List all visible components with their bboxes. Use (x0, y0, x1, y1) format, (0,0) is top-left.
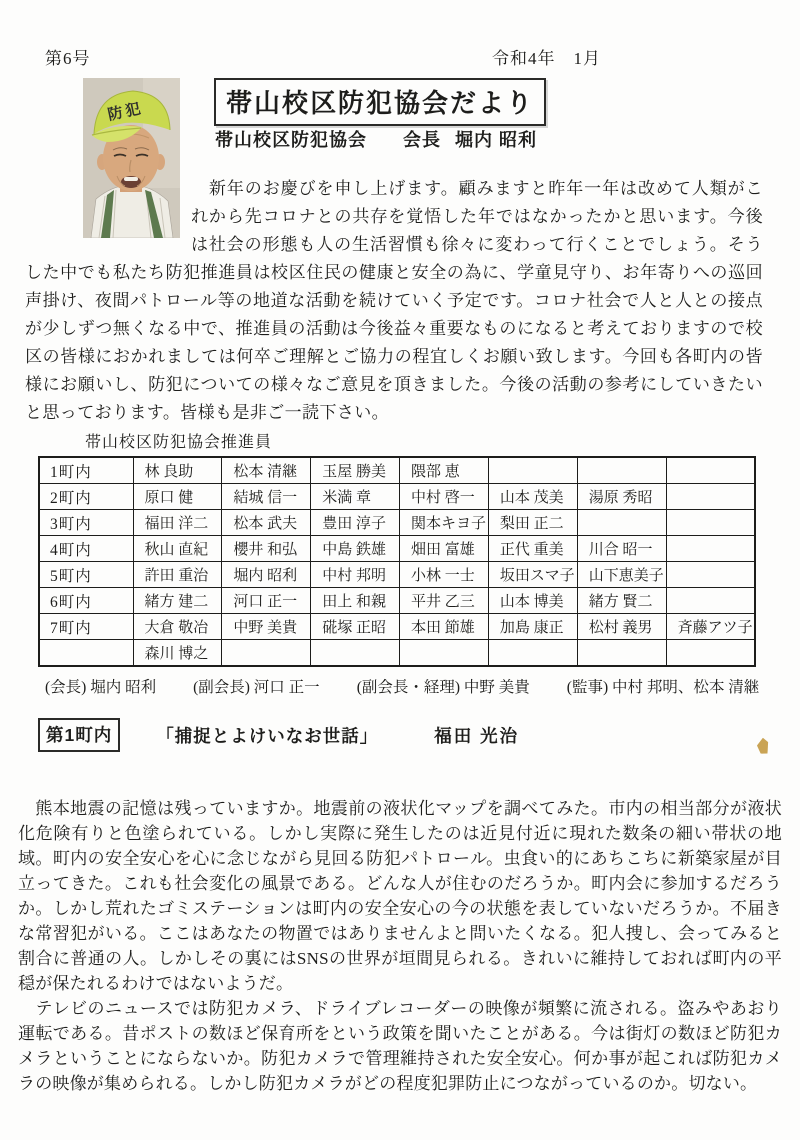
member-cell: 福田 洋二 (133, 510, 222, 536)
article-paragraph: 熊本地震の記憶は残っていますか。地震前の液状化マップを調べてみた。市内の相当部分が液状化危険有りと色塗られている。しかし実際に発生したのは近見付近に現れた数条の細い帯状の地域。町内の安全安心を心に念じながら見回る防犯パトロール。虫食い的にあちこちに新築家屋が目立ってきた。これも社会変化の風景である。どんな人が住むのだろうか。町内会に参加するだろうか。しかし荒れたゴミステーションは町内の安全安心の今の状態を表していないだろうか。不届きな常習犯がいる。ここはあなたの物置ではありませんよと問いたくなる。犯人捜し、会ってみると割合に普通の人。しかしその裏にはSNSの世界が垣間見られる。きれいに維持しておれば町内の平穏が保たれるわけではないようだ。 (18, 799, 782, 993)
member-cell (666, 588, 755, 614)
district-cell: 2町内 (39, 484, 133, 510)
member-cell: 松本 清継 (222, 457, 311, 484)
article-heading (38, 718, 800, 752)
article-body (18, 796, 782, 1096)
member-cell: 結城 信一 (222, 484, 311, 510)
member-cell: 平井 乙三 (400, 588, 489, 614)
roster-table-body (39, 457, 755, 666)
member-cell: 中野 美貴 (222, 614, 311, 640)
officer-entry (45, 679, 156, 696)
member-cell: 許田 重治 (133, 562, 222, 588)
officer-name: 堀内 昭利 (90, 679, 157, 696)
member-cell (666, 484, 755, 510)
member-cell: 河口 正一 (222, 588, 311, 614)
cap-text: 防犯 (106, 99, 146, 124)
member-cell: 松本 武夫 (222, 510, 311, 536)
chairman-name: 堀内 昭利 (455, 130, 538, 150)
roster-caption: 帯山校区防犯協会推進員 (85, 434, 273, 451)
member-cell: 斉藤アツ子 (666, 614, 755, 640)
member-cell: 隈部 恵 (400, 457, 489, 484)
member-cell (222, 640, 311, 667)
member-cell: 堀内 昭利 (222, 562, 311, 588)
officer-entry (193, 679, 320, 696)
issue-date: 令和4年 1月 (492, 49, 601, 68)
member-cell: 田上 和親 (311, 588, 400, 614)
member-cell: 櫻井 和弘 (222, 536, 311, 562)
member-cell: 原口 健 (133, 484, 222, 510)
officer-role: (副会長) (193, 679, 250, 696)
article-author: 福田 光治 (434, 725, 520, 746)
org-name: 帯山校区防犯協会 (215, 130, 367, 150)
member-cell: 山本 博美 (488, 588, 577, 614)
member-cell (488, 457, 577, 484)
officer-role: (副会長・経理) (356, 679, 461, 696)
district-cell: 1町内 (39, 457, 133, 484)
officer-entry (357, 679, 530, 696)
table-row (39, 640, 755, 667)
member-cell: 緒方 賢二 (577, 588, 666, 614)
member-cell (666, 536, 755, 562)
member-cell (488, 640, 577, 667)
roster-table (38, 456, 756, 667)
member-cell: 中村 啓一 (400, 484, 489, 510)
intro-text: 新年のお慶びを申し上げます。顧みますと昨年一年は改めて人類がこれから先コロナとの共存を覚悟した年ではなかったかと思います。今後は社会の形態も人の生活習慣も徐々に変わって行くことでしょう。そうした中でも私たち防犯推進員は校区住民の健康と安全の為に、学童見守り、お年寄りへの巡回声掛け、夜間パトロール等の地道な活動を続けていく予定です。コロナ社会で人と人との接点が少しずつ無くなる中で、推進員の活動は今後益々重要なものになると考えておりますので校区の皆様におかれましては何卒ご理解とご協力の程宜しくお願い致します。今回も各町内の皆様にお願いし、防犯についての様々なご意見を頂きました。今後の活動の参考にしていきたいと思っております。皆様も是非ご一読下さい。 (25, 179, 763, 422)
district-cell: 6町内 (39, 588, 133, 614)
member-cell (666, 562, 755, 588)
officers-line (45, 675, 800, 697)
table-row (39, 588, 755, 614)
member-cell: 林 良助 (133, 457, 222, 484)
member-cell: 畑田 富雄 (400, 536, 489, 562)
member-cell: 硴塚 正昭 (311, 614, 400, 640)
member-cell: 関本キヨ子 (400, 510, 489, 536)
member-cell: 山下恵美子 (577, 562, 666, 588)
officer-entry (567, 679, 759, 696)
article-district-label: 第1町内 (38, 718, 120, 752)
member-cell: 山本 茂美 (488, 484, 577, 510)
member-cell: 正代 重美 (488, 536, 577, 562)
member-cell (577, 457, 666, 484)
member-cell (666, 640, 755, 667)
member-cell: 坂田スマ子 (488, 562, 577, 588)
chairman-role-label: 会長 (403, 130, 441, 150)
article-paragraph: テレビのニュースでは防犯カメラ、ドライブレコーダーの映像が頻繁に流される。盗みやあおり運転である。昔ポストの数ほど保育所をという政策を聞いたことがある。今は街灯の数ほど防犯カメラということにならないか。防犯カメラで管理維持された安全安心。何か事が起これば防犯カメラの映像が集められる。しかし防犯カメラがどの程度犯罪防止につながっているのか。切ない。 (18, 999, 782, 1093)
member-cell (577, 510, 666, 536)
newsletter-subtitle (215, 126, 537, 152)
member-cell: 秋山 直紀 (133, 536, 222, 562)
member-cell (400, 640, 489, 667)
member-cell: 松村 義男 (577, 614, 666, 640)
member-cell: 加島 康正 (488, 614, 577, 640)
district-cell: 4町内 (39, 536, 133, 562)
member-cell: 森川 博之 (133, 640, 222, 667)
newsletter-title: 帯山校区防犯協会だより (214, 78, 546, 126)
member-cell: 中村 邦明 (311, 562, 400, 588)
member-cell: 米満 章 (311, 484, 400, 510)
table-row (39, 510, 755, 536)
member-cell (666, 510, 755, 536)
chairman-photo-image (83, 78, 180, 238)
table-row (39, 614, 755, 640)
member-cell: 豊田 淳子 (311, 510, 400, 536)
officer-name: 中野 美貴 (463, 679, 530, 696)
district-cell: 7町内 (39, 614, 133, 640)
member-cell: 梨田 正二 (488, 510, 577, 536)
member-cell: 湯原 秀昭 (577, 484, 666, 510)
officer-name: 中村 邦明、松本 清継 (611, 679, 760, 696)
district-cell: 5町内 (39, 562, 133, 588)
member-cell: 玉屋 勝美 (311, 457, 400, 484)
district-cell: 3町内 (39, 510, 133, 536)
officer-name: 河口 正一 (253, 679, 320, 696)
member-cell (666, 457, 755, 484)
member-cell: 大倉 敬冶 (133, 614, 222, 640)
member-cell: 小林 一士 (400, 562, 489, 588)
member-cell (311, 640, 400, 667)
member-cell: 緒方 建二 (133, 588, 222, 614)
district-cell (39, 640, 133, 667)
table-row (39, 484, 755, 510)
article-title: 「捕捉とよけいなお世話」 (156, 725, 379, 746)
officer-role: (監事) (566, 679, 609, 696)
chairman-photo (83, 78, 180, 238)
officer-role: (会長) (45, 679, 87, 696)
member-cell: 川合 昭一 (577, 536, 666, 562)
issue-number: 第6号 (45, 49, 91, 68)
table-row (39, 457, 755, 484)
member-cell: 中島 鉄雄 (311, 536, 400, 562)
table-row (39, 536, 755, 562)
member-cell: 本田 節雄 (400, 614, 489, 640)
member-cell (577, 640, 666, 667)
table-row (39, 562, 755, 588)
